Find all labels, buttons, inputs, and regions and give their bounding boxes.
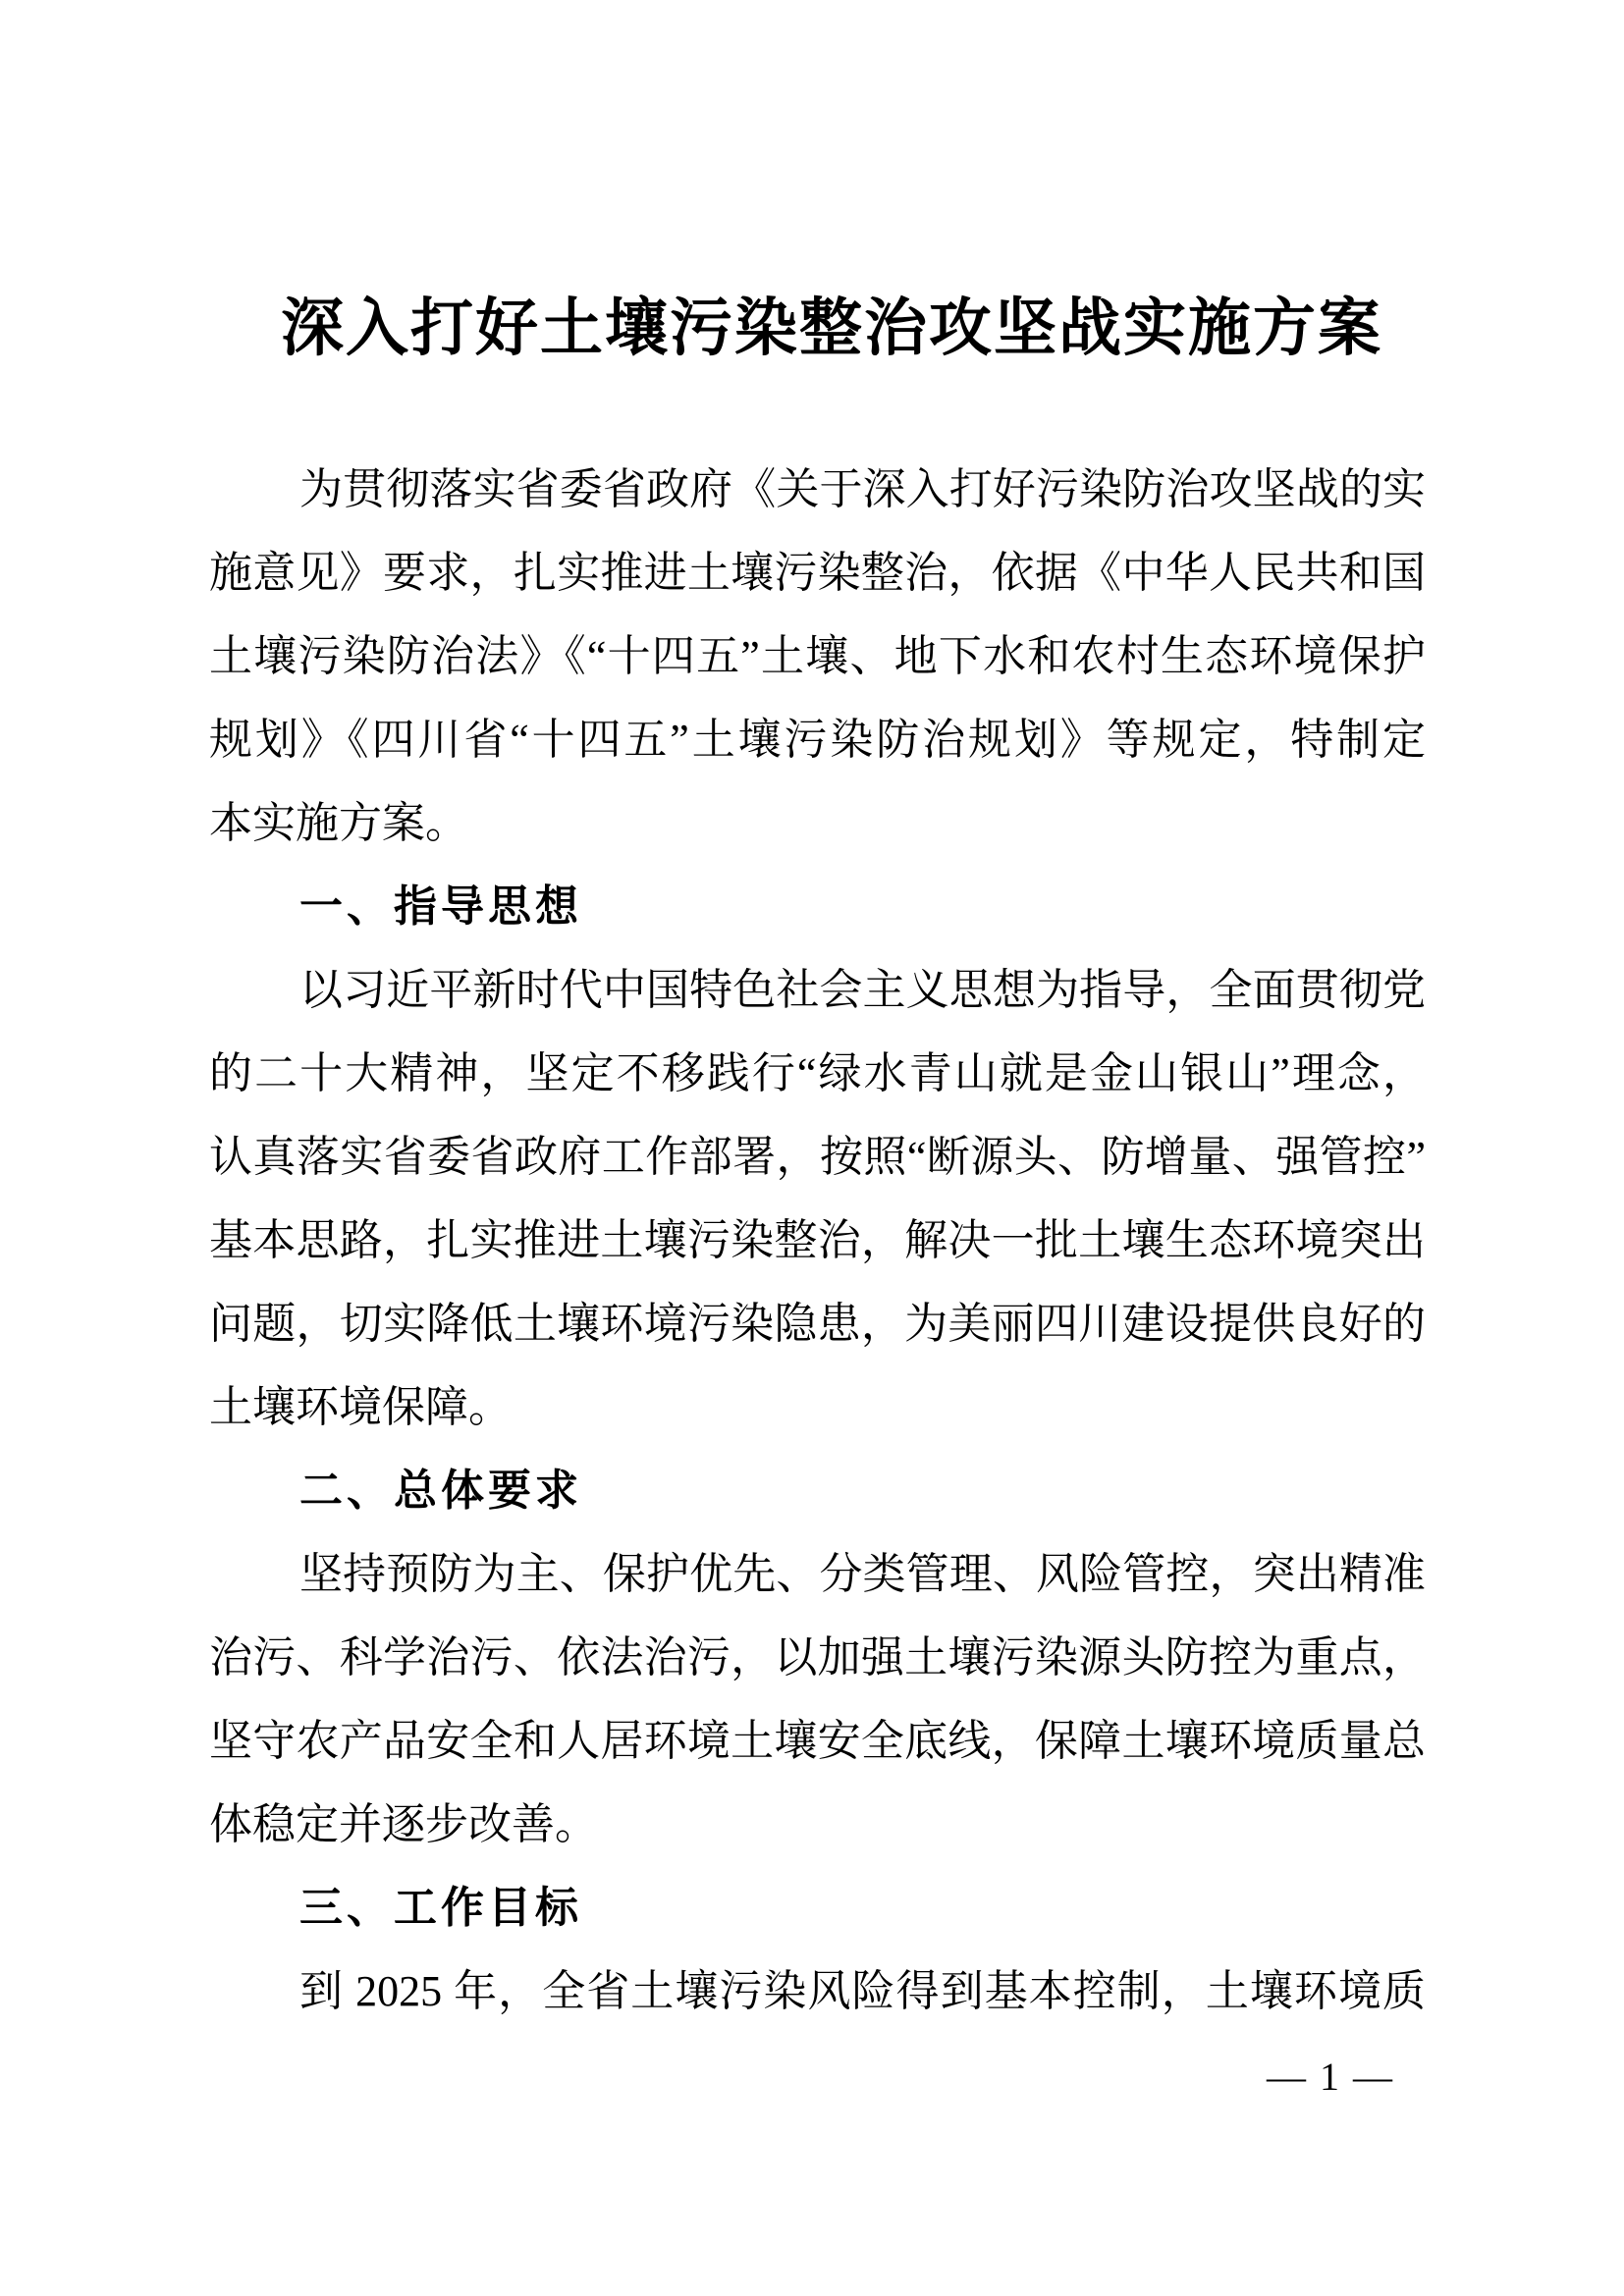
text-line: 治污、科学治污、依法治污，以加强土壤污染源头防控为重点， [209,1633,1426,1682]
text-line: 土壤污染防治法》《“十四五”土壤、地下水和农村生态环境保护 [209,632,1426,680]
text-line: 本实施方案。 [209,799,468,847]
text-line: 以习近平新时代中国特色社会主义思想为指导，全面贯彻党 [299,966,1426,1014]
text-line: 规划》《四川省“十四五”土壤污染防治规划》等规定，特制定 [209,716,1426,764]
text-line: 体稳定并逐步改善。 [209,1800,598,1848]
text-line: 到 2025 年，全省土壤污染风险得到基本控制，土壤环境质 [299,1967,1426,2015]
section-heading: 三、工作目标 [299,1884,582,1932]
text-line: 基本思路，扎实推进土壤污染整治，解决一批土壤生态环境突出 [209,1216,1426,1264]
section-heading: 二、总体要求 [299,1467,582,1515]
text-line: 施意见》要求，扎实推进土壤污染整治，依据《中华人民共和国 [209,549,1426,597]
text-line: 坚守农产品安全和人居环境土壤安全底线，保障土壤环境质量总 [209,1717,1426,1765]
document-body [209,448,1426,2033]
document-title: 深入打好土壤污染整治攻坚战实施方案 [281,294,1382,363]
text-line: 坚持预防为主、保护优先、分类管理、风险管控，突出精准 [299,1550,1426,1598]
section-heading: 一、指导思想 [299,882,582,931]
text-line: 的二十大精神，坚定不移践行“绿水青山就是金山银山”理念， [209,1049,1426,1097]
text-line: 为贯彻落实省委省政府《关于深入打好污染防治攻坚战的实 [299,465,1426,513]
text-line: 认真落实省委省政府工作部署，按照“断源头、防增量、强管控” [209,1133,1426,1181]
text-line: 土壤环境保障。 [209,1383,512,1431]
page-number: — 1 — [1267,2055,1394,2099]
text-line: 问题，切实降低土壤环境污染隐患，为美丽四川建设提供良好的 [209,1300,1426,1348]
